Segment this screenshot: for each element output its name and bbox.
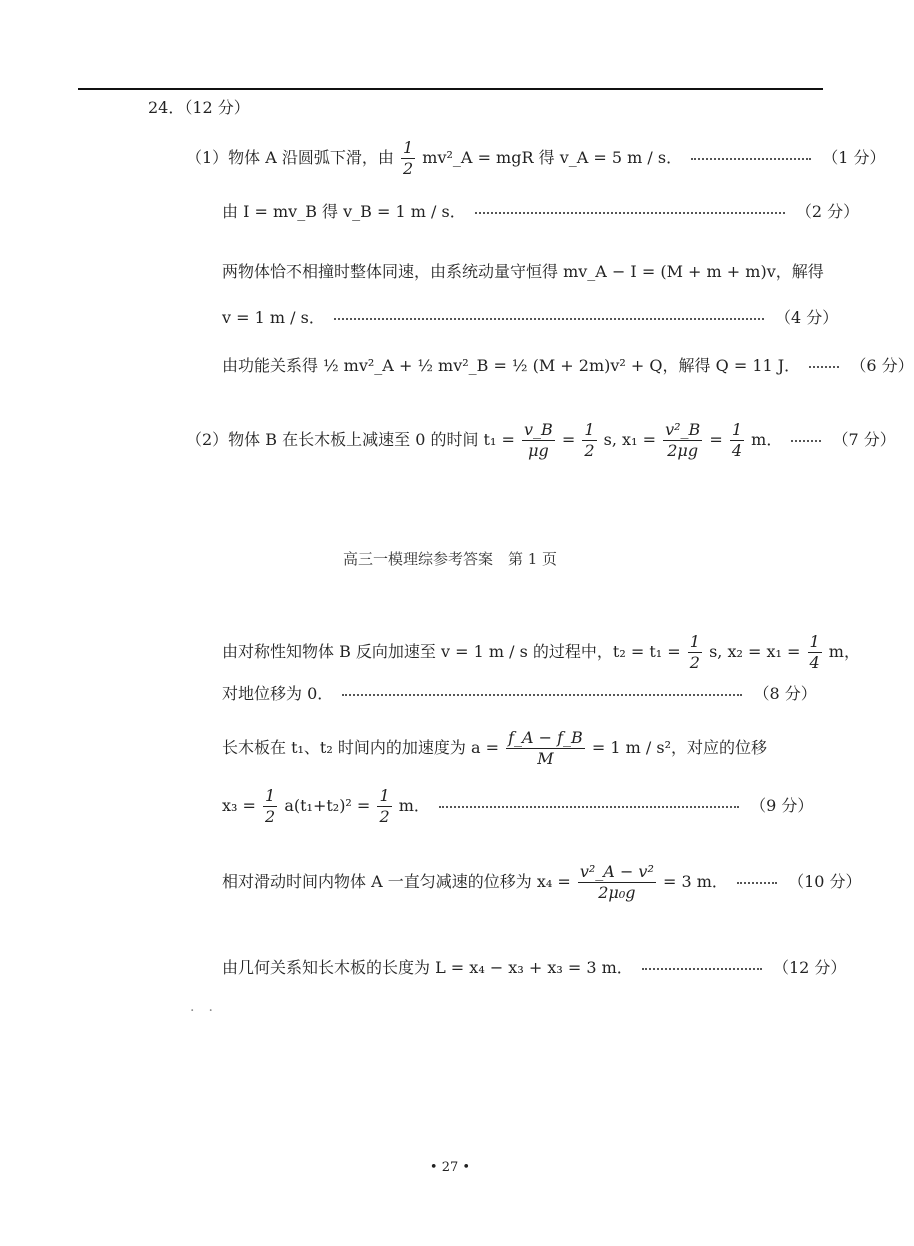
fraction-denominator: 2	[379, 807, 390, 826]
dot-leader	[791, 440, 821, 442]
fraction-numerator: v²_A − v²	[579, 862, 654, 881]
p2-line-4-suffix: m．	[398, 796, 430, 815]
score: （12 分）	[772, 958, 847, 977]
line-2-text: 由 I = mv_B 得 v_B = 1 m / s．	[222, 202, 466, 221]
line-3-text: 两物体恰不相撞时整体同速，由系统动量守恒得 mv_A − I = (M + m + m)v，解得	[222, 262, 824, 281]
p2-line-3	[222, 728, 767, 769]
fraction	[582, 420, 596, 461]
fraction	[263, 786, 277, 827]
dot-leader	[475, 212, 785, 214]
p2-line-1-mid: s, x₂ = x₁ =	[709, 642, 801, 661]
p2-line-5	[222, 862, 862, 903]
p2-line-3-prefix: 长木板在 t₁、t₂ 时间内的加速度为 a =	[222, 738, 499, 757]
stray-mark: · ·	[190, 1003, 213, 1019]
score: （9 分）	[750, 796, 814, 815]
p2-line-6-text: 由几何关系知长木板的长度为 L = x₄ − x₃ + x₃ = 3 m．	[222, 958, 633, 977]
line-5-text: 由功能关系得 ½ mv²_A + ½ mv²_B = ½ (M + 2m)v² + Q，解得 Q = 11 J．	[222, 356, 801, 375]
fraction-numerator: 1	[731, 420, 743, 439]
p2-line-4	[222, 786, 813, 827]
part2-mid: s, x₁ =	[603, 430, 656, 449]
part1-line	[186, 138, 886, 179]
part1-equation: mv²_A = mgR 得 v_A = 5 m / s．	[422, 148, 683, 167]
fraction-numerator: 1	[265, 786, 276, 805]
dot-leader	[737, 882, 777, 884]
fraction-numerator: 1	[403, 138, 414, 157]
p2-line-4-prefix: x₃ =	[222, 796, 256, 815]
fraction-denominator: 2μ₀g	[598, 883, 636, 902]
p2-line-3-suffix: = 1 m / s²，对应的位移	[591, 738, 768, 757]
line-4-text: v = 1 m / s．	[222, 308, 325, 327]
page-footer: 高三一模理综参考答案 第 1 页	[342, 550, 558, 568]
part2-prefix: （2）物体 B 在长木板上减速至 0 的时间 t₁ =	[186, 430, 515, 449]
score: （2 分）	[795, 202, 860, 221]
p2-line-1-prefix: 由对称性知物体 B 反向加速至 v = 1 m / s 的过程中，t₂ = t₁ =	[222, 642, 681, 661]
dot-leader	[334, 318, 764, 320]
dot-leader	[642, 968, 762, 970]
fraction-numerator: 1	[584, 420, 595, 439]
fraction	[377, 786, 391, 827]
p2-line-1-suffix: m，	[828, 642, 860, 661]
line-2	[222, 202, 859, 222]
fraction-numerator: v_B	[523, 420, 553, 439]
score: （1 分）	[822, 148, 886, 167]
score: （8 分）	[753, 684, 817, 703]
score: （6 分）	[850, 356, 914, 375]
fraction-numerator: 1	[809, 632, 820, 651]
fraction	[506, 728, 585, 769]
fraction	[578, 862, 656, 903]
p2-line-5-prefix: 相对滑动时间内物体 A 一直匀减速的位移为 x₄ =	[222, 872, 571, 891]
part2-line	[186, 420, 896, 461]
fraction-numerator: f_A − f_B	[508, 728, 583, 747]
dot-leader	[439, 806, 739, 808]
fraction-denominator: 2	[584, 441, 595, 460]
equals: =	[709, 430, 723, 449]
page-number: • 27 •	[429, 1160, 471, 1175]
fraction-denominator: 2	[689, 653, 700, 672]
part1-prefix: （1）物体 A 沿圆弧下滑，由	[186, 148, 394, 167]
line-4	[222, 308, 838, 328]
fraction-denominator: 2	[265, 807, 276, 826]
p2-line-2	[222, 684, 817, 704]
fraction-denominator: 2μg	[667, 441, 699, 460]
fraction-denominator: 4	[731, 441, 743, 460]
p2-line-5-suffix: = 3 m．	[662, 872, 728, 891]
dot-leader	[809, 366, 839, 368]
score: （10 分）	[788, 872, 862, 891]
fraction	[808, 632, 822, 673]
fraction	[663, 420, 702, 461]
fraction-denominator: 2	[403, 159, 414, 178]
top-rule	[78, 88, 823, 90]
half-fraction	[401, 138, 415, 179]
fraction	[730, 420, 744, 461]
fraction-numerator: 1	[379, 786, 390, 805]
p2-line-2-text: 对地位移为 0．	[222, 684, 334, 703]
line-5	[222, 356, 914, 376]
equals: =	[561, 430, 576, 449]
p2-line-4-mid: a(t₁+t₂)² =	[284, 796, 371, 815]
question-header: 24．（12 分）	[148, 98, 250, 117]
fraction-numerator: 1	[689, 632, 700, 651]
dot-leader	[691, 158, 811, 160]
p2-line-6	[222, 958, 846, 978]
p2-line-1	[222, 632, 860, 673]
part2-suffix: m．	[751, 430, 783, 449]
score: （4 分）	[775, 308, 839, 327]
fraction-denominator: 4	[809, 653, 820, 672]
fraction	[688, 632, 702, 673]
fraction-denominator: μg	[528, 441, 549, 460]
score: （7 分）	[832, 430, 896, 449]
fraction-denominator: M	[537, 749, 554, 768]
fraction-numerator: v²_B	[665, 420, 701, 439]
fraction	[522, 420, 555, 461]
line-3	[222, 262, 824, 282]
dot-leader	[342, 694, 742, 696]
